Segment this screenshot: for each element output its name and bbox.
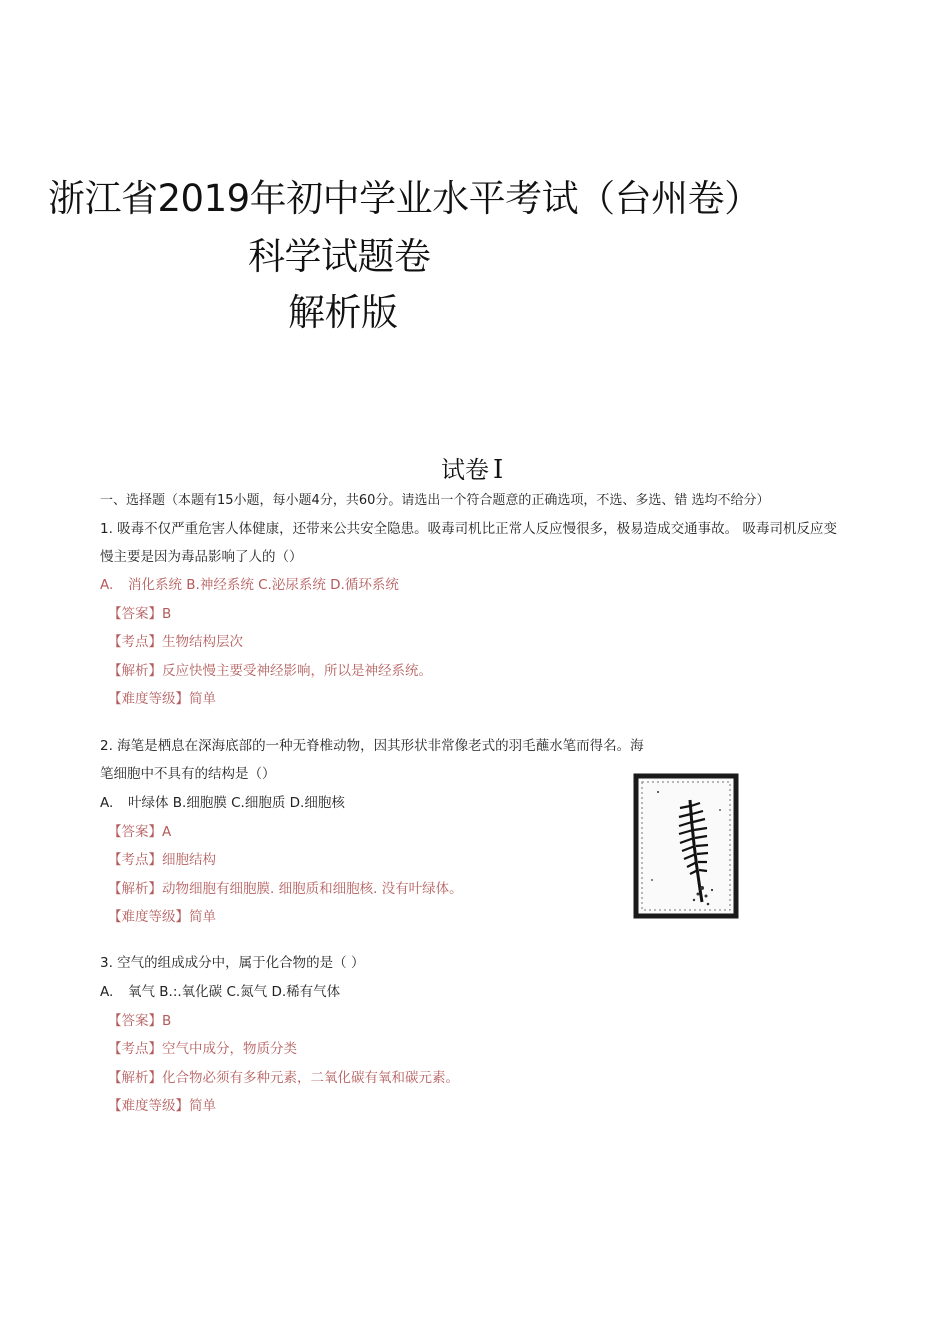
- q1-stem-line2: 慢主要是因为毒品影响了人的（）: [100, 549, 303, 565]
- q1-answer: 【答案】B: [108, 606, 172, 622]
- q3-stem-line1: 3. 空气的组成成分中，属于化合物的是（ ）: [100, 955, 365, 971]
- q2-options-label: A.: [100, 795, 114, 811]
- instructions: 一、选择题（本题有15小题，每小题4分，共60分。请选出一个符合题意的正确选项，不选、多选、错 选均不给分）: [100, 493, 770, 508]
- q3-options-label: A.: [100, 984, 114, 1000]
- q1-difficulty: 【难度等级】简单: [108, 691, 216, 707]
- sea-pen-figure: [632, 770, 740, 920]
- q2-point: 【考点】细胞结构: [108, 852, 216, 868]
- q2-stem-line1: 2. 海笔是栖息在深海底部的一种无脊椎动物，因其形状非常像老式的羽毛蘸水笔而得名。海: [100, 738, 644, 754]
- q1-options: [100, 576, 399, 594]
- q2-options-text: 叶绿体 B.细胞膜 C.细胞质 D.细胞核: [128, 795, 345, 811]
- q1-point: 【考点】生物结构层次: [108, 634, 243, 650]
- q3-difficulty: 【难度等级】简单: [108, 1098, 216, 1114]
- q1-stem-line1: 1. 吸毒不仅严重危害人体健康，还带来公共安全隐患。吸毒司机比正常人反应慢很多，极易造成交通事故。 吸毒司机反应变: [100, 521, 837, 537]
- q2-difficulty: 【难度等级】简单: [108, 909, 216, 925]
- q1-options-label: A.: [100, 577, 114, 593]
- q1-analysis: 【解析】反应快慢主要受神经影响，所以是神经系统。: [108, 663, 432, 679]
- q3-answer: 【答案】B: [108, 1013, 172, 1029]
- q3-analysis: 【解析】化合物必须有多种元素，二氧化碳有氧和碳元素。: [108, 1070, 459, 1086]
- section-label: 试卷: [441, 456, 489, 484]
- q3-options: [100, 983, 340, 1001]
- q3-point: 【考点】空气中成分，物质分类: [108, 1041, 297, 1057]
- page-edition: 解析版: [288, 291, 398, 334]
- q3-options-text: 氧气 B.:.氧化碳 C.氮气 D.稀有气体: [128, 984, 341, 1000]
- q2-options: [100, 794, 345, 812]
- q2-analysis: 【解析】动物细胞有细胞膜. 细胞质和细胞核. 没有叶绿体。: [108, 881, 463, 897]
- q1-options-text: 消化系统 B.神经系统 C.泌尿系统 D.循环系统: [128, 577, 399, 593]
- q2-stem-line2: 笔细胞中不具有的结构是（）: [100, 766, 276, 782]
- section-title: [441, 450, 503, 485]
- page-subtitle: 科学试题卷: [248, 235, 431, 278]
- section-roman-numeral: I: [493, 455, 504, 485]
- q2-answer: 【答案】A: [108, 824, 172, 840]
- page-title: 浙江省2019年初中学业水平考试（台州卷）: [48, 177, 761, 220]
